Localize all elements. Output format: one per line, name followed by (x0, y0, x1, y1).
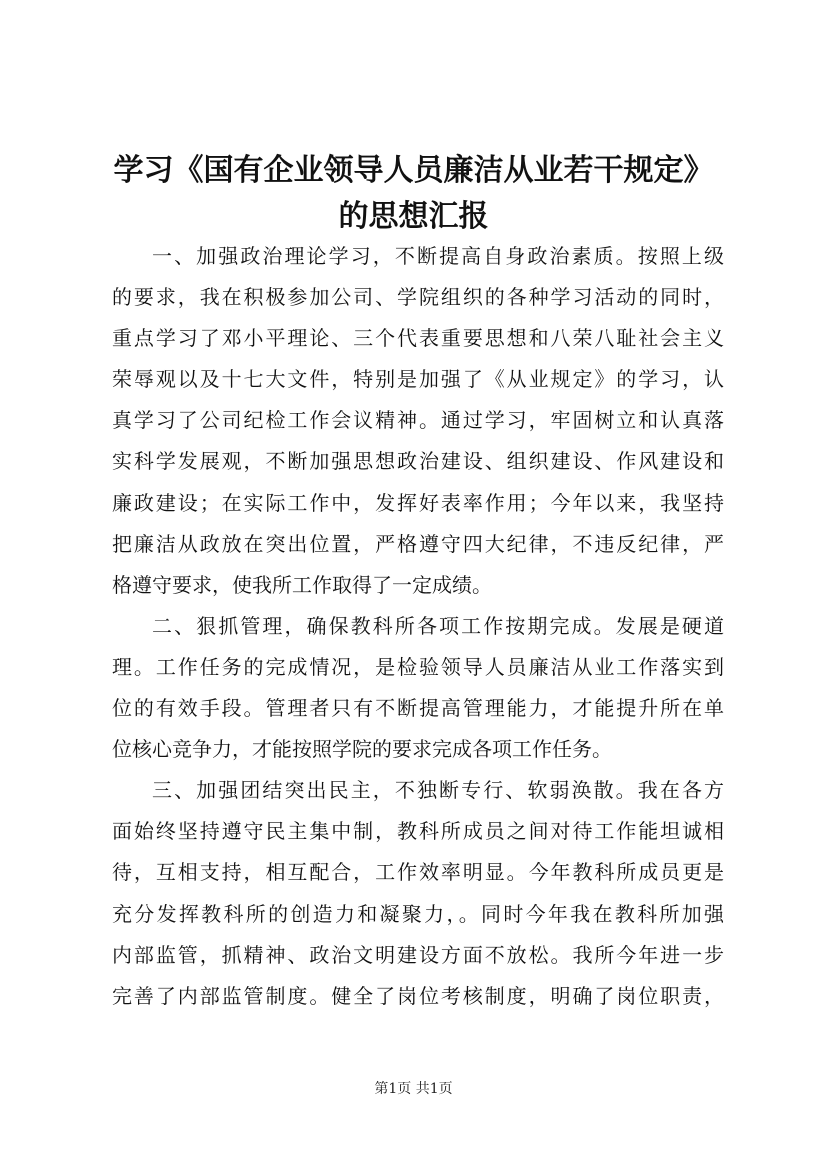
paragraph-line: 荣辱观以及十七大文件，特别是加强了《从业规定》的学习，认 (112, 367, 724, 392)
title-line-1: 学习《国有企业领导人员廉洁从业若干规定》 (113, 153, 714, 188)
paragraph-line: 理。工作任务的完成情况，是检验领导人员廉洁从业工作落实到 (112, 654, 724, 679)
title-line-2: 的思想汇报 (338, 199, 489, 234)
paragraph-1 (112, 236, 724, 606)
paragraph-line: 三、加强团结突出民主，不独断专行、软弱涣散。我在各方 (152, 778, 724, 803)
paragraph-line: 的要求，我在积极参加公司、学院组织的各种学习活动的同时， (112, 285, 724, 310)
paragraph-3 (112, 770, 724, 1017)
paragraph-line: 待，互相支持，相互配合，工作效率明显。今年教科所成员更是 (112, 860, 724, 885)
paragraph-line: 位的有效手段。管理者只有不断提高管理能力，才能提升所在单 (112, 696, 724, 721)
paragraph-line: 充分发挥教科所的创造力和凝聚力，。同时今年我在教科所加强 (112, 901, 724, 926)
document-body (112, 236, 724, 1017)
paragraph-line: 位核心竞争力，才能按照学院的要求完成各项工作任务。 (112, 737, 612, 762)
paragraph-line: 格遵守要求，使我所工作取得了一定成绩。 (112, 572, 492, 597)
paragraph-line: 把廉洁从政放在突出位置，严格遵守四大纪律，不违反纪律，严 (112, 531, 724, 556)
paragraph-line: 二、狠抓管理，确保教科所各项工作按期完成。发展是硬道 (152, 613, 724, 638)
page-number-footer: 第1页 共1页 (374, 1081, 453, 1097)
paragraph-line: 内部监管，抓精神、政治文明建设方面不放松。我所今年进一步 (112, 942, 724, 967)
paragraph-line: 廉政建设；在实际工作中，发挥好表率作用；今年以来，我坚持 (112, 490, 724, 515)
paragraph-line: 重点学习了邓小平理论、三个代表重要思想和八荣八耻社会主义 (112, 326, 724, 351)
paragraph-2 (112, 606, 724, 770)
document-title (100, 148, 727, 240)
paragraph-line: 一、加强政治理论学习，不断提高自身政治素质。按照上级 (152, 244, 724, 268)
paragraph-line: 完善了内部监管制度。健全了岗位考核制度，明确了岗位职责， (112, 983, 724, 1008)
paragraph-line: 实科学发展观，不断加强思想政治建设、组织建设、作风建设和 (112, 449, 724, 474)
paragraph-line: 面始终坚持遵守民主集中制，教科所成员之间对待工作能坦诚相 (112, 819, 724, 844)
paragraph-line: 真学习了公司纪检工作会议精神。通过学习，牢固树立和认真落 (112, 408, 724, 433)
